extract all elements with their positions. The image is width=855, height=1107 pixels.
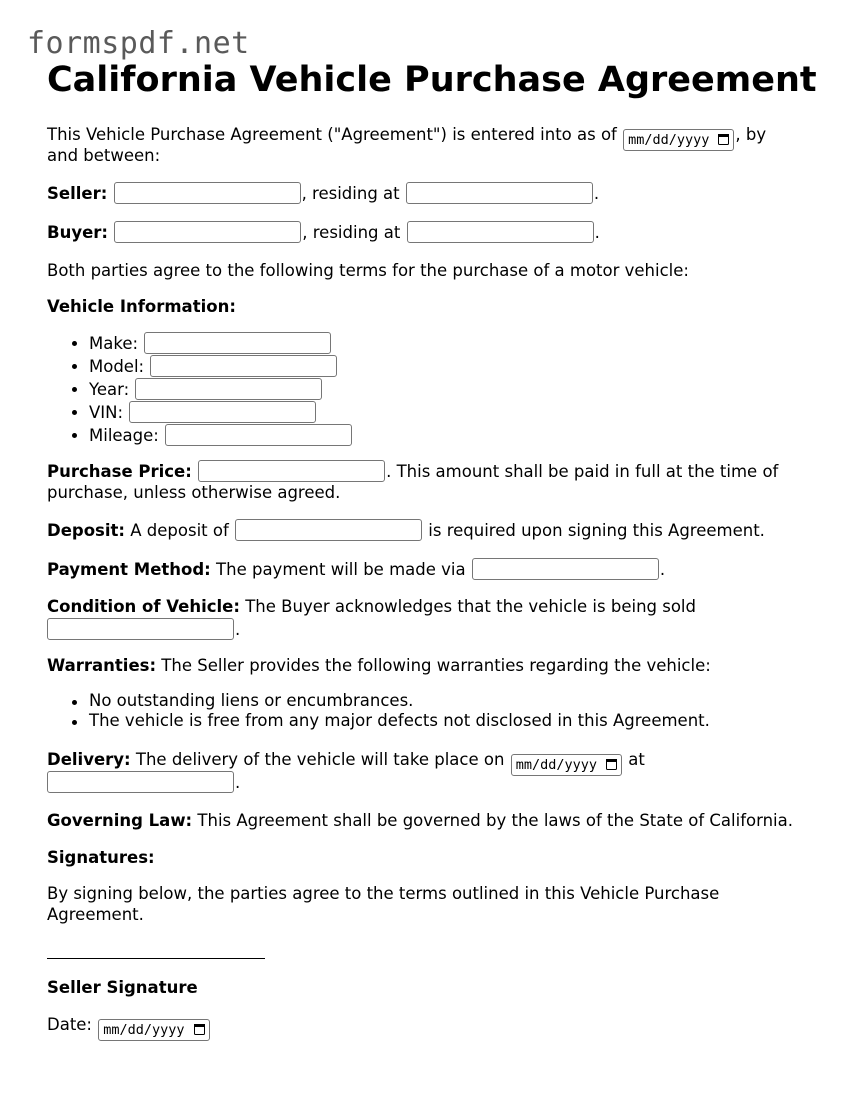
watermark-logo: formspdf.net bbox=[27, 26, 250, 61]
buyer-residing-text: , residing at bbox=[302, 223, 401, 242]
seller-date-input[interactable] bbox=[98, 1019, 209, 1041]
delivery-location-field[interactable] bbox=[47, 771, 234, 793]
calendar-icon[interactable] bbox=[194, 1024, 205, 1035]
vehicle-info-list bbox=[47, 332, 353, 447]
intro-text-by: , by bbox=[735, 125, 767, 144]
signatures-heading bbox=[47, 847, 155, 868]
condition-line2 bbox=[47, 618, 240, 640]
deposit-amount-field[interactable] bbox=[235, 519, 422, 541]
model-field[interactable] bbox=[150, 355, 337, 377]
condition-field[interactable] bbox=[47, 618, 234, 640]
warranties-list bbox=[47, 691, 710, 731]
make-field[interactable] bbox=[144, 332, 331, 354]
year-field[interactable] bbox=[135, 378, 322, 400]
list-item bbox=[47, 355, 353, 378]
buyer-name-field[interactable] bbox=[114, 221, 301, 243]
vin-label: VIN: bbox=[89, 403, 124, 422]
mileage-field[interactable] bbox=[165, 424, 352, 446]
warranties-text: The Seller provides the following warranties regarding the vehicle: bbox=[156, 656, 711, 675]
calendar-icon[interactable] bbox=[718, 134, 729, 145]
model-label: Model: bbox=[89, 357, 145, 376]
intro-paragraph-line2: and between: bbox=[47, 146, 161, 165]
buyer-period: . bbox=[594, 223, 600, 242]
seller-signature-line[interactable] bbox=[47, 958, 265, 959]
condition-text: The Buyer acknowledges that the vehicle is being sold bbox=[239, 597, 696, 616]
vehicle-info-heading bbox=[47, 296, 236, 317]
signatures-paragraph-line2: Agreement. bbox=[47, 905, 144, 924]
list-item bbox=[47, 332, 353, 355]
condition-label: Condition of Vehicle: bbox=[47, 597, 240, 616]
date-label: Date: bbox=[47, 1015, 92, 1034]
governing-law-text: This Agreement shall be governed by the laws of the State of California. bbox=[192, 811, 793, 830]
purchase-price-text: . This amount shall be paid in full at the time of bbox=[386, 462, 779, 481]
buyer-address-field[interactable] bbox=[407, 221, 594, 243]
delivery-label: Delivery: bbox=[47, 750, 131, 769]
seller-period: . bbox=[593, 184, 600, 203]
calendar-icon[interactable] bbox=[606, 759, 617, 770]
payment-method-label: Payment Method: bbox=[47, 560, 211, 579]
payment-method-period: . bbox=[659, 560, 666, 579]
list-item bbox=[47, 401, 353, 424]
list-item: No outstanding liens or encumbrances. bbox=[47, 691, 710, 711]
seller-line bbox=[47, 182, 599, 204]
deposit-line bbox=[47, 519, 765, 541]
date-placeholder: mm/dd/yyyy bbox=[628, 132, 710, 148]
purchase-price-field[interactable] bbox=[198, 460, 385, 482]
seller-date-line bbox=[47, 1014, 211, 1041]
governing-law-label: Governing Law: bbox=[47, 811, 193, 830]
list-item: The vehicle is free from any major defects not disclosed in this Agreement. bbox=[47, 711, 710, 731]
delivery-text: The delivery of the vehicle will take place on bbox=[130, 750, 505, 769]
payment-method-text: The payment will be made via bbox=[210, 560, 466, 579]
parties-paragraph: Both parties agree to the following terms for the purchase of a motor vehicle: bbox=[47, 261, 689, 280]
signatures-label: Signatures: bbox=[47, 848, 155, 867]
seller-signature-label bbox=[47, 977, 198, 998]
purchase-price-line2: purchase, unless otherwise agreed. bbox=[47, 483, 341, 502]
vin-field[interactable] bbox=[129, 401, 316, 423]
intro-text: This Vehicle Purchase Agreement ("Agreement") is entered into as of bbox=[47, 125, 617, 144]
deposit-text: A deposit of bbox=[125, 521, 229, 540]
delivery-period: . bbox=[235, 773, 241, 792]
buyer-label: Buyer: bbox=[47, 223, 109, 242]
warranties-line bbox=[47, 655, 711, 676]
seller-address-field[interactable] bbox=[406, 182, 593, 204]
signatures-paragraph: By signing below, the parties agree to the terms outlined in this Vehicle Purchase bbox=[47, 884, 720, 903]
year-label: Year: bbox=[89, 380, 130, 399]
list-item bbox=[47, 378, 353, 401]
delivery-at-text: at bbox=[628, 750, 645, 769]
seller-label: Seller: bbox=[47, 184, 108, 203]
buyer-line bbox=[47, 221, 600, 243]
deposit-label: Deposit: bbox=[47, 521, 125, 540]
purchase-price-label: Purchase Price: bbox=[47, 462, 192, 481]
agreement-date-input[interactable] bbox=[623, 129, 734, 151]
seller-signature-text: Seller Signature bbox=[47, 978, 198, 997]
page-title: California Vehicle Purchase Agreement bbox=[47, 60, 817, 100]
mileage-label: Mileage: bbox=[89, 426, 159, 445]
date-placeholder: mm/dd/yyyy bbox=[515, 757, 597, 773]
condition-period: . bbox=[235, 620, 241, 639]
deposit-text-after: is required upon signing this Agreement. bbox=[428, 521, 765, 540]
vehicle-info-label: Vehicle Information: bbox=[47, 297, 236, 316]
condition-line bbox=[47, 596, 696, 617]
governing-law-line bbox=[47, 810, 793, 831]
make-label: Make: bbox=[89, 334, 139, 353]
seller-residing-text: , residing at bbox=[301, 184, 400, 203]
payment-method-field[interactable] bbox=[472, 558, 659, 580]
seller-name-field[interactable] bbox=[114, 182, 301, 204]
date-placeholder: mm/dd/yyyy bbox=[103, 1022, 185, 1038]
delivery-line2 bbox=[47, 771, 240, 793]
warranties-label: Warranties: bbox=[47, 656, 157, 675]
list-item bbox=[47, 424, 353, 447]
payment-method-line bbox=[47, 558, 665, 580]
purchase-price-line bbox=[47, 460, 778, 482]
delivery-date-input[interactable] bbox=[511, 754, 622, 776]
